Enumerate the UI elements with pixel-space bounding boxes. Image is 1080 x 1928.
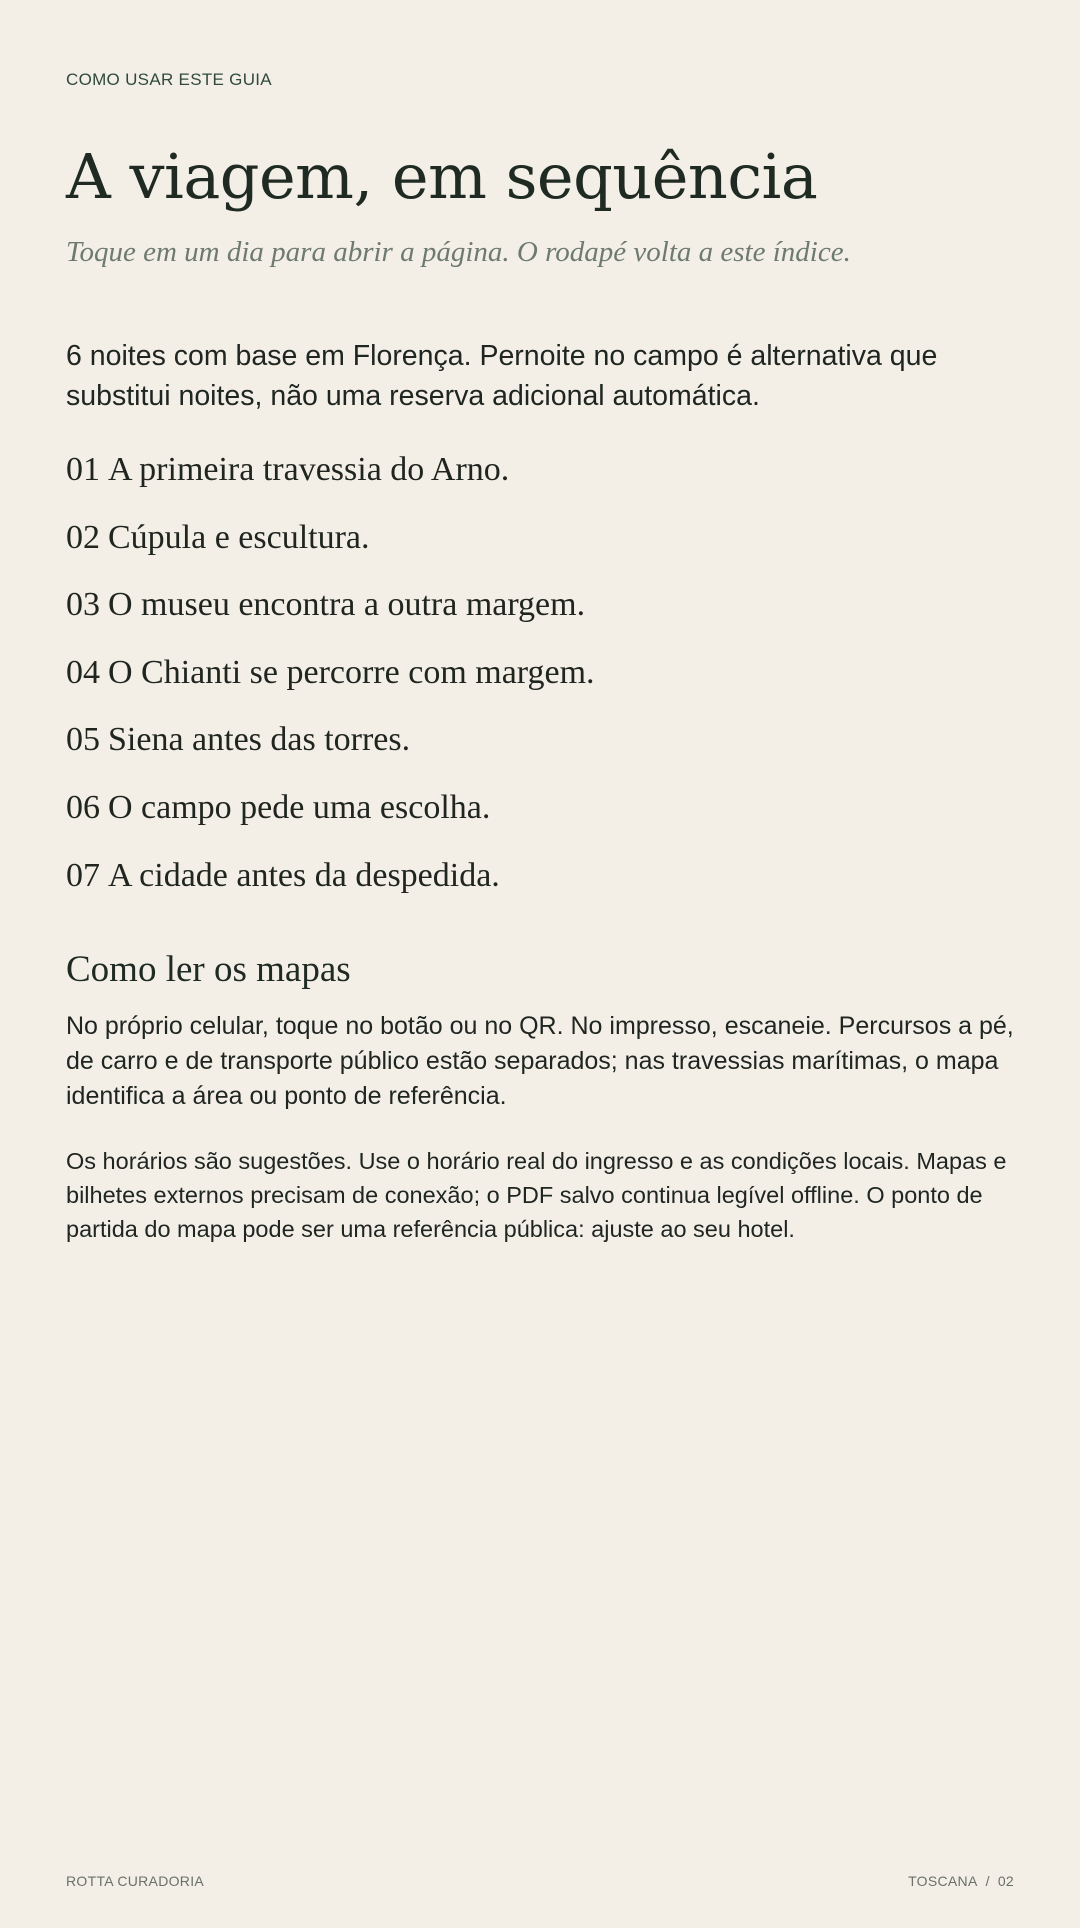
day-number: 04 — [66, 653, 100, 691]
intro-text: 6 noites com base em Florença. Pernoite no campo é alternativa que substitui noites, não uma reserva adicional automática. — [66, 340, 938, 412]
day-link-02[interactable] — [66, 518, 595, 586]
maps-paragraph-2: Os horários são sugestões. Use o horário real do ingresso e as condições locais. Mapas e bilhetes externos precisam de conexão; o PDF salvo continua legível offline. O ponto de partida do mapa pode ser uma referência pública: ajuste ao seu hotel. — [66, 1148, 1007, 1242]
footer-brand: ROTTA CURADORIA — [66, 1873, 205, 1889]
day-label: O museu encontra a outra margem. — [108, 586, 586, 624]
day-label: A primeira travessia do Arno. — [108, 451, 510, 488]
footer-region: TOSCANA — [908, 1873, 978, 1889]
day-link-01[interactable] — [66, 450, 595, 518]
day-link-05[interactable] — [66, 720, 595, 788]
day-link-04[interactable] — [66, 653, 595, 721]
day-label: Cúpula e escultura. — [108, 518, 370, 556]
day-label: A cidade antes da despedida. — [108, 856, 500, 894]
day-index-list — [66, 450, 595, 923]
guide-page — [66, 0, 1014, 1928]
day-link-03[interactable] — [66, 585, 595, 653]
eyebrow-label: COMO USAR ESTE GUIA — [66, 70, 272, 89]
footer-separator: / — [985, 1873, 990, 1889]
day-number: 07 — [66, 856, 100, 894]
maps-paragraph-1: No próprio celular, toque no botão ou no QR. No impresso, escaneie. Percursos a pé, de carro e de transporte público estão separados; nas travessias marítimas, o mapa identifica a área ou ponto de referência. — [66, 1012, 1014, 1110]
day-link-06[interactable] — [66, 788, 595, 856]
page-title: A viagem, em sequência — [66, 140, 818, 213]
day-number: 06 — [66, 788, 100, 826]
day-label: O campo pede uma escolha. — [108, 788, 491, 826]
day-link-07[interactable] — [66, 856, 595, 924]
day-number: 02 — [66, 518, 100, 556]
day-number: 03 — [66, 586, 100, 624]
day-label: Siena antes das torres. — [108, 721, 411, 759]
page-subtitle: Toque em um dia para abrir a página. O rodapé volta a este índice. — [66, 236, 851, 268]
day-number: 05 — [66, 721, 100, 759]
footer-index-link[interactable] — [908, 1873, 1014, 1889]
day-number: 01 — [66, 451, 100, 488]
footer-page-number: 02 — [997, 1873, 1014, 1889]
maps-section-heading: Como ler os mapas — [66, 949, 351, 990]
day-label: O Chianti se percorre com margem. — [108, 653, 595, 691]
